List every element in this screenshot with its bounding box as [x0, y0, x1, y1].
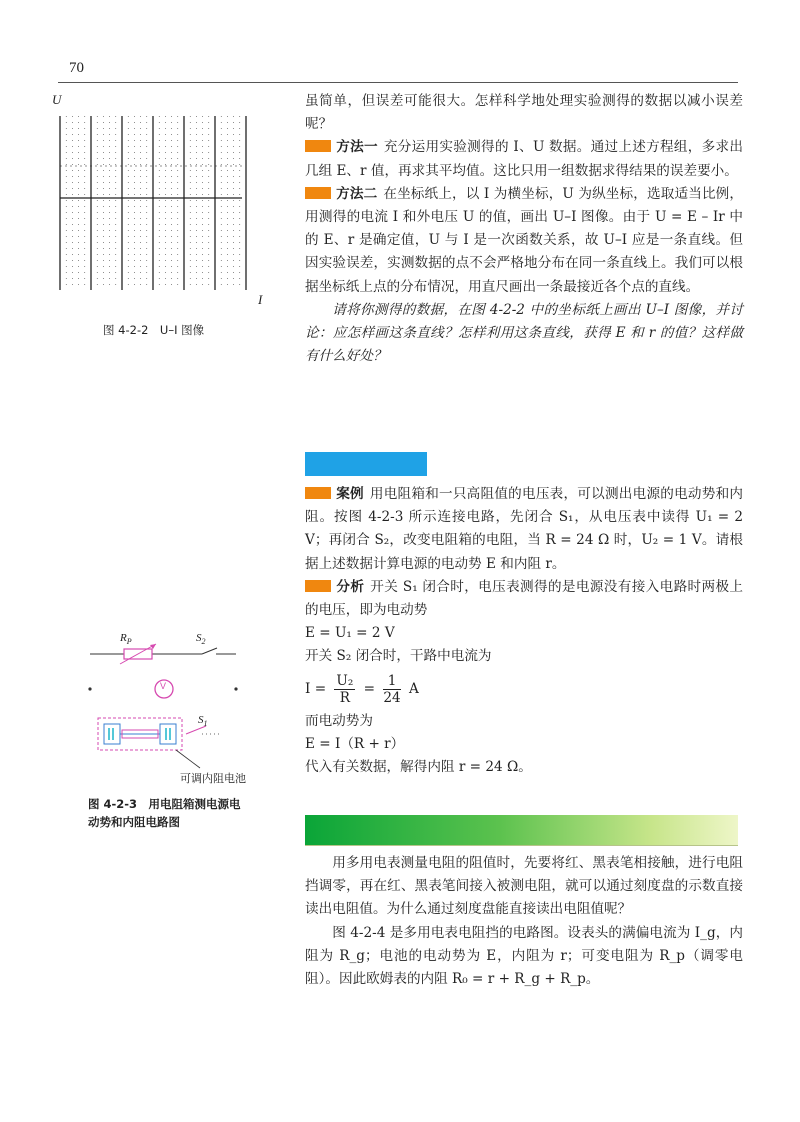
analysis-paragraph	[305, 576, 743, 622]
figure-caption-circuit-1: 图 4-2-3 用电阻箱测电源电	[88, 797, 241, 811]
task-paragraph: 请将你测得的数据，在图 4-2-2 中的坐标纸上画出 U–I 图像，并讨论：应怎样画这条直线？怎样利用这条直线，获得 E 和 r 的值？这样做有什么好处？	[305, 301, 743, 365]
method-one-label: 方法一	[336, 139, 378, 156]
method-two	[305, 183, 743, 299]
section-bar-green	[305, 815, 738, 845]
line-result: 代入有关数据，解得内阻 r = 24 Ω。	[305, 759, 532, 776]
label-switch-s2: $S_2$	[196, 632, 206, 647]
voltmeter-label: V	[160, 681, 167, 691]
line-switch-s2: 开关 S₂ 闭合时，干路中电流为	[305, 648, 492, 665]
fraction-1-24: $\frac{1}{24}$	[383, 672, 401, 706]
figure-caption-circuit-2: 动势和内阻电路图	[88, 815, 180, 829]
ohmmeter-paragraph-1: 用多用电表测量电阻的阻值时，先要将红、黑表笔相接触，进行电阻挡调零，再在红、黑表笔间接入被测电阻，就可以通过刻度盘的示数直接读出电阻值。为什么通过刻度盘能直接读出电阻值呢？	[305, 855, 743, 918]
case-tag-icon	[305, 487, 331, 499]
method-two-text: 在坐标纸上，以 I 为横坐标，U 为纵坐标，选取适当比例，用测得的电流 I 和外电压 U 的值，画出 U–I 图像。由于 U = E – Ir 中的 E、r 是确定值，U 与 I 是一次函数关系，故 U–I 应是一条直线。但因实验误差，实测数据的点不会严格地分布在同一条直线上。我们可以根据坐标纸上点的分布情况，用直尺画出一条最接近各个点的直线。	[305, 185, 743, 295]
line-emf: 而电动势为	[305, 712, 373, 729]
section-ohmmeter	[305, 852, 743, 991]
label-switch-s1: $S_1$	[198, 714, 208, 729]
fraction-u2-r: $\frac{\text{U₂}}{R}$	[336, 672, 354, 706]
case-paragraph	[305, 483, 743, 576]
eq-current-equals: =	[363, 680, 376, 697]
analysis-label: 分析	[336, 578, 365, 595]
section-case	[305, 483, 743, 779]
eq-current-left: I =	[305, 680, 327, 697]
method-two-label: 方法二	[336, 185, 378, 202]
axis-y-label: U	[52, 92, 62, 107]
method-tag-icon	[305, 187, 331, 199]
section-methods	[305, 90, 743, 368]
analysis-tag-icon	[305, 580, 331, 592]
battery-label: 可调内阻电池	[180, 772, 246, 785]
method-one	[305, 136, 743, 182]
switch-s2-icon	[202, 648, 217, 654]
case-text: 用电阻箱和一只高阻值的电压表，可以测出电源的电动势和内阻。按图 4-2-3 所示连接电路，先闭合 S₁，从电压表中读得 U₁ = 2 V；再闭合 S₂，改变电阻箱的电阻，当 R = 24 Ω 时，U₂ = 1 V。请根据上述数据计算电源的电动势 E 和内阻 r。	[305, 486, 743, 572]
equation-emf: E = U₁ = 2 V	[305, 625, 395, 642]
section-bar-rule	[305, 845, 738, 846]
case-label: 案例	[336, 486, 364, 502]
circuit-diagram	[86, 630, 246, 770]
axis-x-label: I	[258, 292, 263, 307]
method-one-text: 充分运用实验测得的 I、U 数据。通过上述方程组，多求出几组 E、r 值，再求其平均值。这比只用一组数据求得结果的误差要小。	[305, 139, 744, 179]
ohmmeter-paragraph-2: 图 4-2-4 是多用电表电阻挡的电路图。设表头的满偏电流为 I_g，内阻为 R_g；电池的电动势为 E，内阻为 r；可变电阻为 R_p（调零电阻）。因此欧姆表的内阻 R₀ = r + R_g + R_p。	[305, 924, 743, 988]
label-resistance-box: $R_P$	[120, 632, 132, 647]
graph-paper	[56, 100, 252, 300]
method-tag-icon	[305, 140, 331, 152]
equation-current	[305, 673, 743, 706]
analysis-text: 开关 S₁ 闭合时，电压表测得的是电源没有接入电路时两极上的电压，即为电动势	[305, 578, 743, 619]
header-rule	[58, 82, 738, 83]
section-bar-blue	[305, 452, 427, 476]
eq-current-unit: A	[409, 680, 419, 697]
page-number: 70	[69, 60, 84, 76]
figure-caption-ui: 图 4-2-2 U–I 图像	[103, 323, 205, 337]
paragraph-intro: 虽简单，但误差可能很大。怎样科学地处理实验测得的数据以减小误差呢？	[305, 93, 743, 133]
equation-emf-ir: E = I（R + r）	[305, 735, 405, 752]
